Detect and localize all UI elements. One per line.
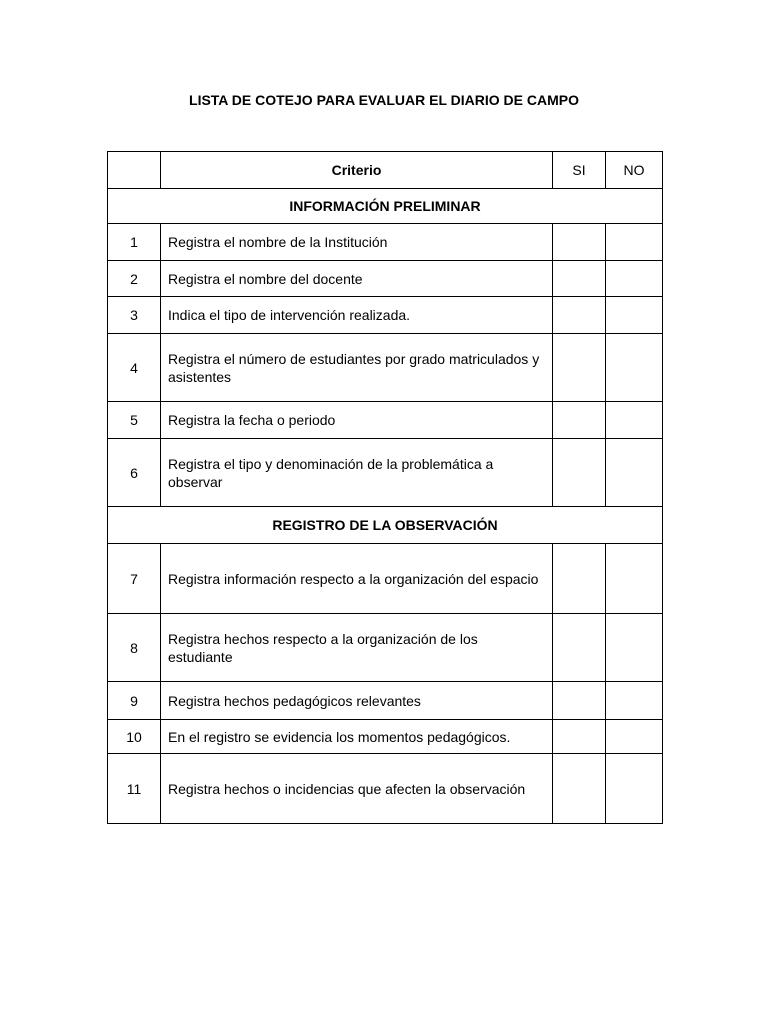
si-checkbox-cell[interactable] bbox=[553, 682, 606, 720]
criterion-text: Indica el tipo de intervención realizada. bbox=[161, 297, 553, 334]
table-row bbox=[108, 720, 663, 754]
criterion-text: Registra el nombre del docente bbox=[161, 261, 553, 297]
section-title-preliminar: INFORMACIÓN PRELIMINAR bbox=[108, 189, 663, 224]
si-checkbox-cell[interactable] bbox=[553, 754, 606, 824]
no-checkbox-cell[interactable] bbox=[606, 297, 663, 334]
criterion-text: Registra el tipo y denominación de la problemática a observar bbox=[161, 439, 553, 507]
table-row bbox=[108, 297, 663, 334]
row-number: 11 bbox=[108, 754, 161, 824]
table-row bbox=[108, 439, 663, 507]
checklist-table bbox=[107, 151, 663, 824]
row-number: 6 bbox=[108, 439, 161, 507]
section-title-observacion: REGISTRO DE LA OBSERVACIÓN bbox=[108, 507, 663, 544]
no-checkbox-cell[interactable] bbox=[606, 614, 663, 682]
table-row bbox=[108, 402, 663, 439]
si-checkbox-cell[interactable] bbox=[553, 544, 606, 614]
si-checkbox-cell[interactable] bbox=[553, 614, 606, 682]
row-number: 1 bbox=[108, 224, 161, 261]
no-checkbox-cell[interactable] bbox=[606, 754, 663, 824]
row-number: 8 bbox=[108, 614, 161, 682]
table-row bbox=[108, 544, 663, 614]
document-title: LISTA DE COTEJO PARA EVALUAR EL DIARIO DE CAMPO bbox=[189, 92, 579, 108]
si-checkbox-cell[interactable] bbox=[553, 720, 606, 754]
no-checkbox-cell[interactable] bbox=[606, 261, 663, 297]
si-checkbox-cell[interactable] bbox=[553, 297, 606, 334]
section-header-row bbox=[108, 507, 663, 544]
table-row bbox=[108, 754, 663, 824]
table-header-row bbox=[108, 152, 663, 189]
section-header-row bbox=[108, 189, 663, 224]
si-checkbox-cell[interactable] bbox=[553, 439, 606, 507]
no-checkbox-cell[interactable] bbox=[606, 224, 663, 261]
si-checkbox-cell[interactable] bbox=[553, 224, 606, 261]
criterion-text: Registra hechos o incidencias que afecten la observación bbox=[161, 754, 553, 824]
criterion-text: Registra hechos pedagógicos relevantes bbox=[161, 682, 553, 720]
si-checkbox-cell[interactable] bbox=[553, 261, 606, 297]
header-num-cell bbox=[108, 152, 161, 189]
row-number: 3 bbox=[108, 297, 161, 334]
row-number: 10 bbox=[108, 720, 161, 754]
criterion-text: Registra la fecha o periodo bbox=[161, 402, 553, 439]
si-checkbox-cell[interactable] bbox=[553, 334, 606, 402]
no-checkbox-cell[interactable] bbox=[606, 439, 663, 507]
row-number: 2 bbox=[108, 261, 161, 297]
table-row bbox=[108, 682, 663, 720]
header-no-cell: NO bbox=[606, 152, 663, 189]
row-number: 4 bbox=[108, 334, 161, 402]
table-row bbox=[108, 261, 663, 297]
row-number: 9 bbox=[108, 682, 161, 720]
no-checkbox-cell[interactable] bbox=[606, 682, 663, 720]
si-checkbox-cell[interactable] bbox=[553, 402, 606, 439]
no-checkbox-cell[interactable] bbox=[606, 402, 663, 439]
header-si-cell: SI bbox=[553, 152, 606, 189]
row-number: 5 bbox=[108, 402, 161, 439]
criterion-text: Registra hechos respecto a la organización de los estudiante bbox=[161, 614, 553, 682]
criterion-text: Registra el número de estudiantes por grado matriculados y asistentes bbox=[161, 334, 553, 402]
no-checkbox-cell[interactable] bbox=[606, 334, 663, 402]
criterion-text: Registra información respecto a la organización del espacio bbox=[161, 544, 553, 614]
header-criterio-cell: Criterio bbox=[161, 152, 553, 189]
criterion-text: Registra el nombre de la Institución bbox=[161, 224, 553, 261]
criterion-text: En el registro se evidencia los momentos pedagógicos. bbox=[161, 720, 553, 754]
no-checkbox-cell[interactable] bbox=[606, 720, 663, 754]
row-number: 7 bbox=[108, 544, 161, 614]
table-row bbox=[108, 224, 663, 261]
no-checkbox-cell[interactable] bbox=[606, 544, 663, 614]
table-row bbox=[108, 334, 663, 402]
table-row bbox=[108, 614, 663, 682]
